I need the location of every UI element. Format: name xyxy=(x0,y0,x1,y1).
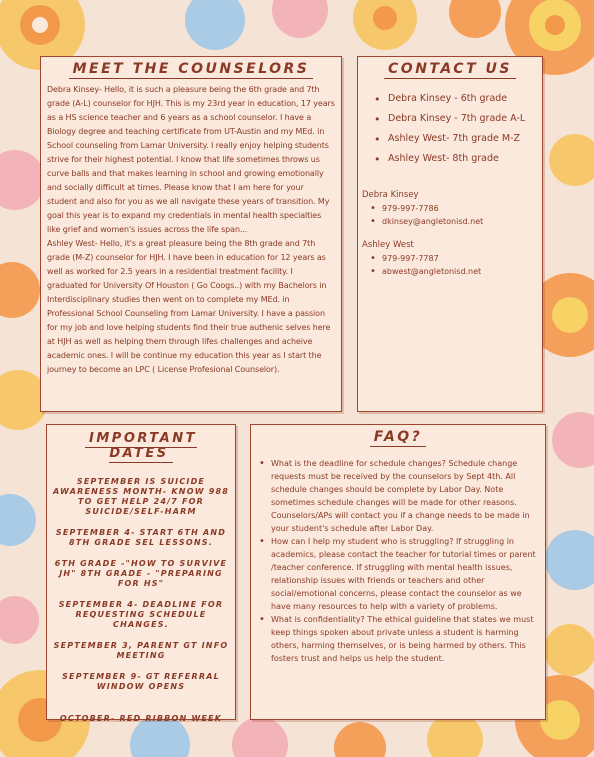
faq-item: • How can I help my student who is struggling? If struggling in academics, please contact the teacher for tutorial times or parent /teacher conference. If struggling with mental health issues, relationship issues with friends or teachers and other social/emotional concerns, please contact the counselor as we have many resources to help with a variety of problems. xyxy=(257,535,539,613)
important-dates-heading: IMPORTANT DATES xyxy=(53,431,229,461)
date-item: SEPTEMBER 4- START 6TH AND 8TH GRADE SEL LESSONS. xyxy=(55,528,227,547)
contact-email[interactable]: • abwest@angletonisd.net xyxy=(362,267,538,276)
assignment-list xyxy=(370,93,538,164)
ashley-bio: Ashley West- Hello, it's a great pleasure being the 8th grade and 7th grade (M-Z) counselor for HJH. I have been in education for 12 years as well as worked for 2.5 years in a residential treatment facility. I graduated for University Of Houston ( Go Coogs..) with my Bachelors in Interdisciplinary studies then went on to complete my MEd. in Professional School Counseling from Lamar University. I have a passion for my job and love helping students find their true authenic selves here at HJH as well as helping them through lifes challenges and acheive academic ones. I will be continue my education this year as I start the journey to become an LPC ( License Profesional Counselor). xyxy=(47,239,331,374)
assignment-item: • Ashley West- 8th grade xyxy=(370,153,538,164)
contact-name: Debra Kinsey xyxy=(362,190,419,200)
debra-bio: Debra Kinsey- Hello, it is such a pleasure being the 6th grade and 7th grade (A-L) counselor for HJH. This is my 23rd year in education, 17 years as a HS science teacher and 6 years as a school counselor. I have a Biology degree and teaching certificate from UT-Austin and my MEd. in School counseling from Lamar University. I really enjoy helping students strive for their highest potential. I know that life sometimes throws us curve balls and that makes learning in school and growing emotionally and socially difficult at times. Please know that I am here for your student and also for you as we all navigate these years of transition. My goal this year is to expand my credentials in mental health specialties like grief and women's issues across the life span... xyxy=(47,85,335,234)
contact-name: Ashley West xyxy=(362,240,414,250)
assignment-item: • Debra Kinsey - 7th grade A-L xyxy=(370,113,538,124)
contact-ashley xyxy=(362,240,538,276)
assignment-item: • Ashley West- 7th grade M-Z xyxy=(370,133,538,144)
faq-panel xyxy=(250,424,546,720)
date-item: SEPTEMBER 3, PARENT GT INFO MEETING xyxy=(53,641,229,660)
meet-counselors-heading: MEET THE COUNSELORS xyxy=(47,61,335,77)
date-item: SEPTEMBER IS SUICIDE AWARENESS MONTH- KNOW 988 TO GET HELP 24/7 FOR SUICIDE/SELF-HARM xyxy=(53,477,230,516)
contact-us-panel xyxy=(357,56,543,412)
date-item: SEPTEMBER 9- GT REFERRAL WINDOW OPENS xyxy=(62,672,220,691)
contact-phone[interactable]: • 979-997-7786 xyxy=(362,204,538,213)
faq-item: • What is the deadline for schedule changes? Schedule change requests must be received by the counselors by Sept 4th. All schedule changes should be complete by Labor Day. Note sometimes schedule changes will be made for other reasons. Counselors/APs will contact you if a change needs to be made in your student's schedule after Labor Day. xyxy=(257,457,539,535)
contact-email[interactable]: • dkinsey@angletonisd.net xyxy=(362,217,538,226)
date-item: OCTOBER- RED RIBBON WEEK xyxy=(59,714,223,723)
faq-list xyxy=(257,457,539,665)
date-item: SEPTEMBER 4- DEADLINE FOR REQUESTING SCHEDULE CHANGES. xyxy=(58,600,224,629)
contact-debra xyxy=(362,190,538,226)
faq-heading: FAQ? xyxy=(257,429,539,445)
important-dates-panel xyxy=(46,424,236,723)
date-item: 6TH GRADE -"HOW TO SURVIVE JH" 8TH GRADE - "PREPARING FOR HS" xyxy=(54,559,228,588)
assignment-item: • Debra Kinsey - 6th grade xyxy=(370,93,538,104)
contact-us-heading: CONTACT US xyxy=(362,61,538,77)
meet-counselors-panel xyxy=(40,56,342,412)
faq-item: • What is confidentiality? The ethical guideline that states we must keep things spoken about private unless a student is harming others, harming themselves, or is being harmed by others. This fosters trust and helps us help the student. xyxy=(257,613,539,665)
contact-phone[interactable]: • 979-997-7787 xyxy=(362,254,538,263)
